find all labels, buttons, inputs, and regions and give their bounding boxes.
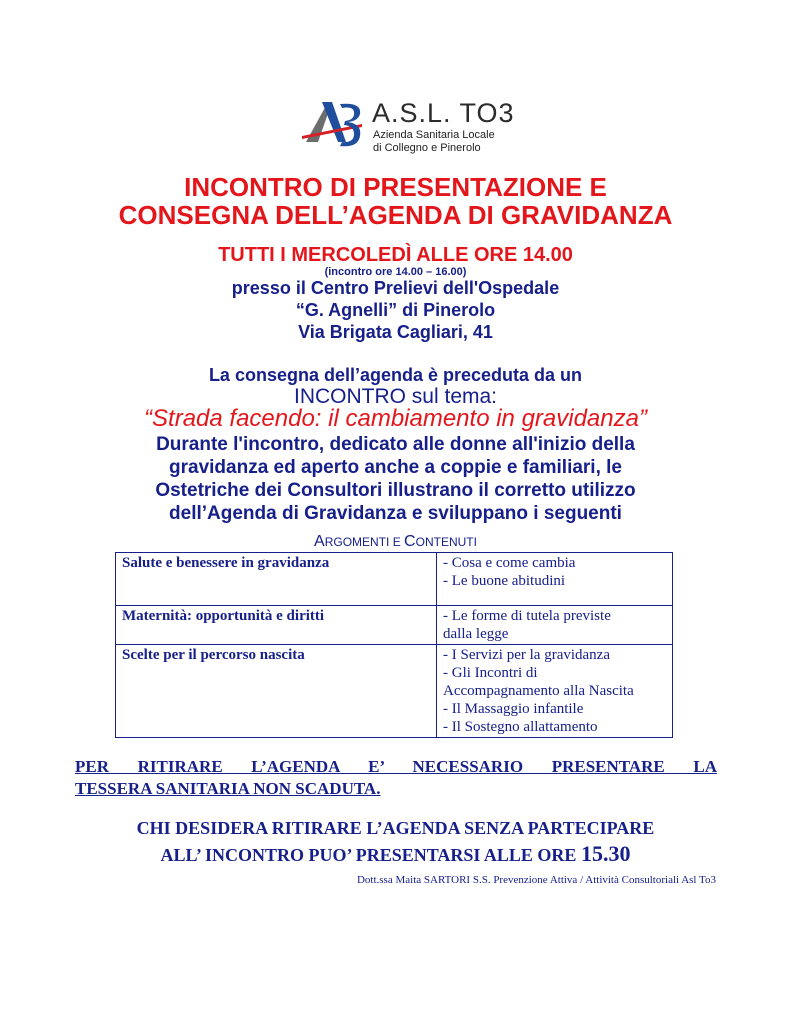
notice-line-1: PER RITIRARE L’AGENDA E’ NECESSARIO PRESENTARE LA	[75, 757, 717, 776]
arguments-heading: ARGOMENTI E CONTENUTI	[314, 533, 477, 550]
contents-cell: - I Servizi per la gravidanza - Gli Incontri di Accompagnamento alla Nascita - Il Massaggio infantile - Il Sostegno allattamento	[437, 645, 673, 738]
requirement-notice	[75, 756, 717, 800]
logo-subtitle-2: di Collegno e Pinerolo	[373, 142, 481, 154]
contents-cell: - Cosa e come cambia - Le buone abitudini	[437, 553, 673, 606]
topics-table	[115, 552, 673, 738]
pickup-line-2: ALL’ INCONTRO PUO’ PRESENTARSI ALLE ORE 15.30	[160, 841, 631, 866]
title-line-1: INCONTRO DI PRESENTAZIONE E	[184, 172, 607, 202]
title-line-2: CONSEGNA DELL’AGENDA DI GRAVIDANZA	[118, 200, 673, 230]
description-line: dell’Agenda di Gravidanza e sviluppano i seguenti	[169, 503, 622, 524]
topic-cell: Salute e benessere in gravidanza	[116, 553, 437, 606]
topic-cell: Maternità: opportunità e diritti	[116, 606, 437, 645]
topic-cell: Scelte per il percorso nascita	[116, 645, 437, 738]
description-line: Ostetriche dei Consultori illustrano il corretto utilizzo	[155, 480, 636, 501]
pickup-time: 15.30	[580, 841, 631, 866]
intro-line-2: INCONTRO sul tema:	[293, 385, 498, 408]
logo-title: A.S.L. TO3	[372, 98, 515, 128]
intro-line-1: La consegna dell’agenda è preceduta da un	[208, 365, 583, 385]
contents-cell: - Le forme di tutela previste dalla legge	[437, 606, 673, 645]
description-line: Durante l'incontro, dedicato alle donne all'inizio della	[156, 434, 635, 455]
table-row	[116, 553, 673, 606]
logo-subtitle-1: Azienda Sanitaria Locale	[373, 129, 495, 141]
description-line: gravidanza ed aperto anche a coppie e familiari, le	[169, 457, 622, 478]
notice-line-2: TESSERA SANITARIA NON SCADUTA.	[75, 779, 381, 798]
asl-emblem-icon	[302, 96, 370, 152]
pickup-line-1: CHI DESIDERA RITIRARE L’AGENDA SENZA PARTECIPARE	[136, 818, 655, 838]
meeting-theme: “Strada facendo: il cambiamento in gravidanza”	[144, 405, 647, 432]
venue-address: Via Brigata Cagliari, 41	[298, 322, 493, 342]
venue-line-2: “G. Agnelli” di Pinerolo	[295, 300, 496, 320]
table-row	[116, 606, 673, 645]
description	[0, 433, 791, 525]
signature: Dott.ssa Maita SARTORI S.S. Prevenzione Attiva / Attività Consultoriali Asl To3	[356, 874, 716, 886]
asl-logo	[302, 96, 515, 156]
venue-line-1: presso il Centro Prelievi dell'Ospedale	[231, 278, 560, 298]
schedule: TUTTI I MERCOLEDÌ ALLE ORE 14.00	[218, 244, 573, 266]
schedule-detail: (incontro ore 14.00 – 16.00)	[324, 266, 467, 278]
table-row	[116, 645, 673, 738]
